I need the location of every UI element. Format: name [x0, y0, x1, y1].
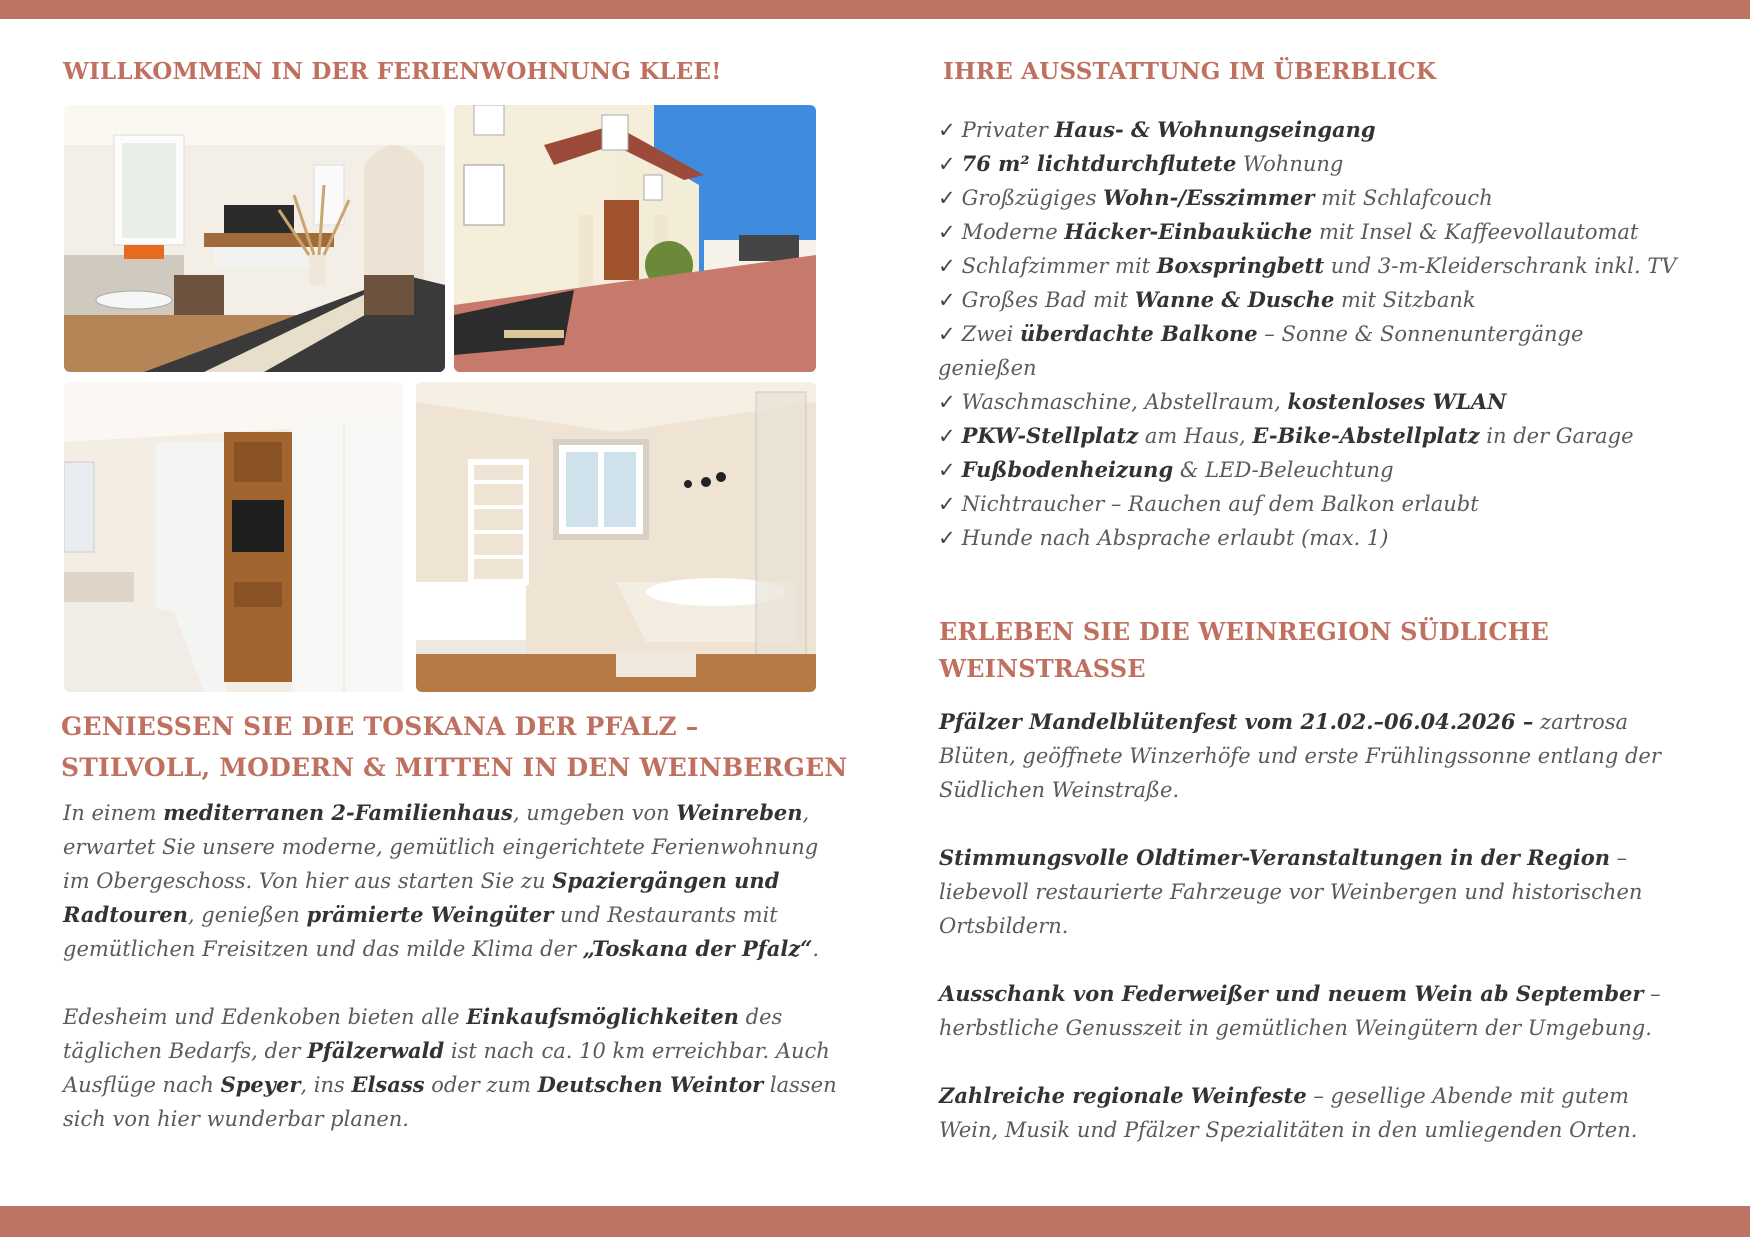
bold-text: E-Bike-Abstellplatz: [1252, 423, 1480, 448]
bold-text: Spaziergängen und Radtouren: [63, 868, 780, 927]
wine-region-heading: ERLEBEN SIE DIE WEINREGION SÜDLICHE WEINSTRASSE: [939, 617, 1549, 683]
toskana-heading: GENIESSEN SIE DIE TOSKANA DER PFALZ – STILVOLL, MODERN & MITTEN IN DEN WEINBERGEN: [61, 712, 848, 782]
text-run: Edesheim und Edenkoben bieten alle: [63, 1005, 467, 1029]
bold-text: Speyer: [220, 1072, 301, 1097]
bold-text: PKW-Stellplatz: [961, 423, 1139, 448]
event-item: [939, 841, 1679, 943]
bold-text: Fußbodenheizung: [961, 457, 1174, 482]
feature-item: [938, 215, 1678, 249]
text-run: Wohnung: [1236, 152, 1344, 176]
bold-text: Ausschank von Federweißer und neuem Wein ab September: [939, 981, 1644, 1006]
bold-text: Wanne & Dusche: [1134, 287, 1335, 312]
intro-text: [63, 796, 843, 1136]
event-item: [939, 977, 1679, 1045]
text-run: In einem: [63, 801, 164, 825]
text-run: , erwartet Sie unsere moderne, gemütlich eingerichtete Ferienwohnung im Obergeschoss. Von hier aus starten Sie zu: [63, 801, 819, 893]
intro-paragraph-2: [63, 1000, 843, 1136]
bold-text: Boxspringbett: [1156, 253, 1325, 278]
check-icon: ✓: [938, 492, 956, 516]
intro-paragraph-1: [63, 796, 843, 966]
text-run: , umgeben von: [512, 801, 677, 825]
bold-text: Wohn-/Esszimmer: [1103, 185, 1315, 210]
feature-item: [938, 419, 1678, 453]
text-run: in der Garage: [1479, 424, 1634, 448]
text-run: Schlafzimmer mit: [961, 254, 1157, 278]
house-exterior-photo: [454, 105, 816, 372]
text-run: am Haus,: [1138, 424, 1253, 448]
bathroom-photo: [416, 382, 816, 692]
bold-text: Häcker-Einbauküche: [1064, 219, 1313, 244]
feature-item: [938, 249, 1678, 283]
event-item: [939, 1079, 1679, 1147]
events-list: [939, 705, 1679, 1147]
text-run: des täglichen Bedarfs, der: [63, 1005, 783, 1063]
living-room-photo: [64, 105, 445, 372]
text-run: Zwei: [961, 322, 1020, 346]
check-icon: ✓: [938, 118, 956, 142]
check-icon: ✓: [938, 458, 956, 482]
text-run: Nichtraucher – Rauchen auf dem Balkon erlaubt: [961, 492, 1479, 516]
check-icon: ✓: [938, 322, 956, 346]
text-run: – liebevoll restaurierte Fahrzeuge vor Weinbergen und historischen Ortsbildern.: [939, 846, 1643, 938]
check-icon: ✓: [938, 186, 956, 210]
feature-item: [938, 283, 1678, 317]
text-run: zartrosa Blüten, geöffnete Winzerhöfe und erste Frühlingssonne entlang der Südlichen Weinstraße.: [939, 710, 1661, 802]
check-icon: ✓: [938, 220, 956, 244]
text-run: & LED-Beleuchtung: [1173, 458, 1394, 482]
text-run: – Sonne & Sonnenuntergänge genießen: [938, 322, 1584, 380]
text-run: Großes Bad mit: [961, 288, 1135, 312]
bold-text: Weinreben: [676, 800, 803, 825]
bold-text: Einkaufsmöglichkeiten: [466, 1004, 739, 1029]
check-icon: ✓: [938, 526, 956, 550]
feature-item: [938, 181, 1678, 215]
top-decor-bar: [0, 0, 1750, 19]
bold-text: Zahlreiche regionale Weinfeste: [939, 1083, 1307, 1108]
feature-item: [938, 113, 1678, 147]
text-run: Moderne: [961, 220, 1065, 244]
text-run: – gesellige Abende mit gutem Wein, Musik und Pfälzer Spezialitäten in den umliegenden Orten.: [939, 1084, 1638, 1142]
text-run: , genießen: [187, 903, 307, 927]
text-run: ist nach ca. 10 km erreichbar. Auch Ausflüge nach: [63, 1039, 830, 1097]
text-run: Großzügiges: [961, 186, 1104, 210]
text-run: mit Sitzbank: [1334, 288, 1476, 312]
text-run: und Restaurants mit gemütlichen Freisitzen und das milde Klima der: [63, 903, 778, 961]
bold-text: prämierte Weingüter: [306, 902, 554, 927]
features-heading: IHRE AUSSTATTUNG IM ÜBERBLICK: [943, 58, 1437, 85]
check-icon: ✓: [938, 288, 956, 312]
feature-item: [938, 453, 1678, 487]
bold-text: Pfälzerwald: [307, 1038, 445, 1063]
text-run: und 3-m-Kleiderschrank inkl. TV: [1324, 254, 1677, 278]
feature-item: [938, 147, 1678, 181]
check-icon: ✓: [938, 390, 956, 414]
bold-text: Elsass: [351, 1072, 425, 1097]
text-run: Waschmaschine, Abstellraum,: [961, 390, 1288, 414]
check-icon: ✓: [938, 152, 956, 176]
feature-item: [938, 521, 1678, 555]
text-run: oder zum: [424, 1073, 538, 1097]
text-run: mit Schlafcouch: [1314, 186, 1493, 210]
check-icon: ✓: [938, 424, 956, 448]
text-run: Hunde nach Absprache erlaubt (max. 1): [961, 526, 1389, 550]
bold-text: Deutschen Weintor: [537, 1072, 764, 1097]
features-list: [938, 113, 1678, 555]
check-icon: ✓: [938, 254, 956, 278]
event-item: [939, 705, 1679, 807]
text-run: .: [812, 937, 820, 961]
bold-text: mediterranen 2-Familienhaus: [163, 800, 513, 825]
bold-text: überdachte Balkone: [1020, 321, 1258, 346]
welcome-heading: WILLKOMMEN IN DER FERIENWOHNUNG KLEE!: [63, 58, 722, 85]
text-run: mit Insel & Kaffeevollautomat: [1312, 220, 1639, 244]
bold-text: Stimmungsvolle Oldtimer-Veranstaltungen in der Region: [939, 845, 1610, 870]
bold-text: „Toskana der Pfalz“: [582, 936, 813, 961]
bottom-decor-bar: [0, 1206, 1750, 1237]
bedroom-photo: [64, 382, 403, 692]
text-run: lassen sich von hier wunderbar planen.: [63, 1073, 837, 1131]
text-run: – herbstliche Genusszeit in gemütlichen Weingütern der Umgebung.: [939, 982, 1661, 1040]
bold-text: Pfälzer Mandelblütenfest vom 21.02.–06.04.2026 –: [939, 709, 1534, 734]
feature-item: [938, 317, 1678, 385]
bold-text: Haus- & Wohnungseingang: [1054, 117, 1376, 142]
feature-item: [938, 385, 1678, 419]
feature-item: [938, 487, 1678, 521]
text-run: Privater: [961, 118, 1055, 142]
bold-text: 76 m² lichtdurchflutete: [961, 151, 1237, 176]
text-run: , ins: [300, 1073, 352, 1097]
bold-text: kostenloses WLAN: [1287, 389, 1507, 414]
